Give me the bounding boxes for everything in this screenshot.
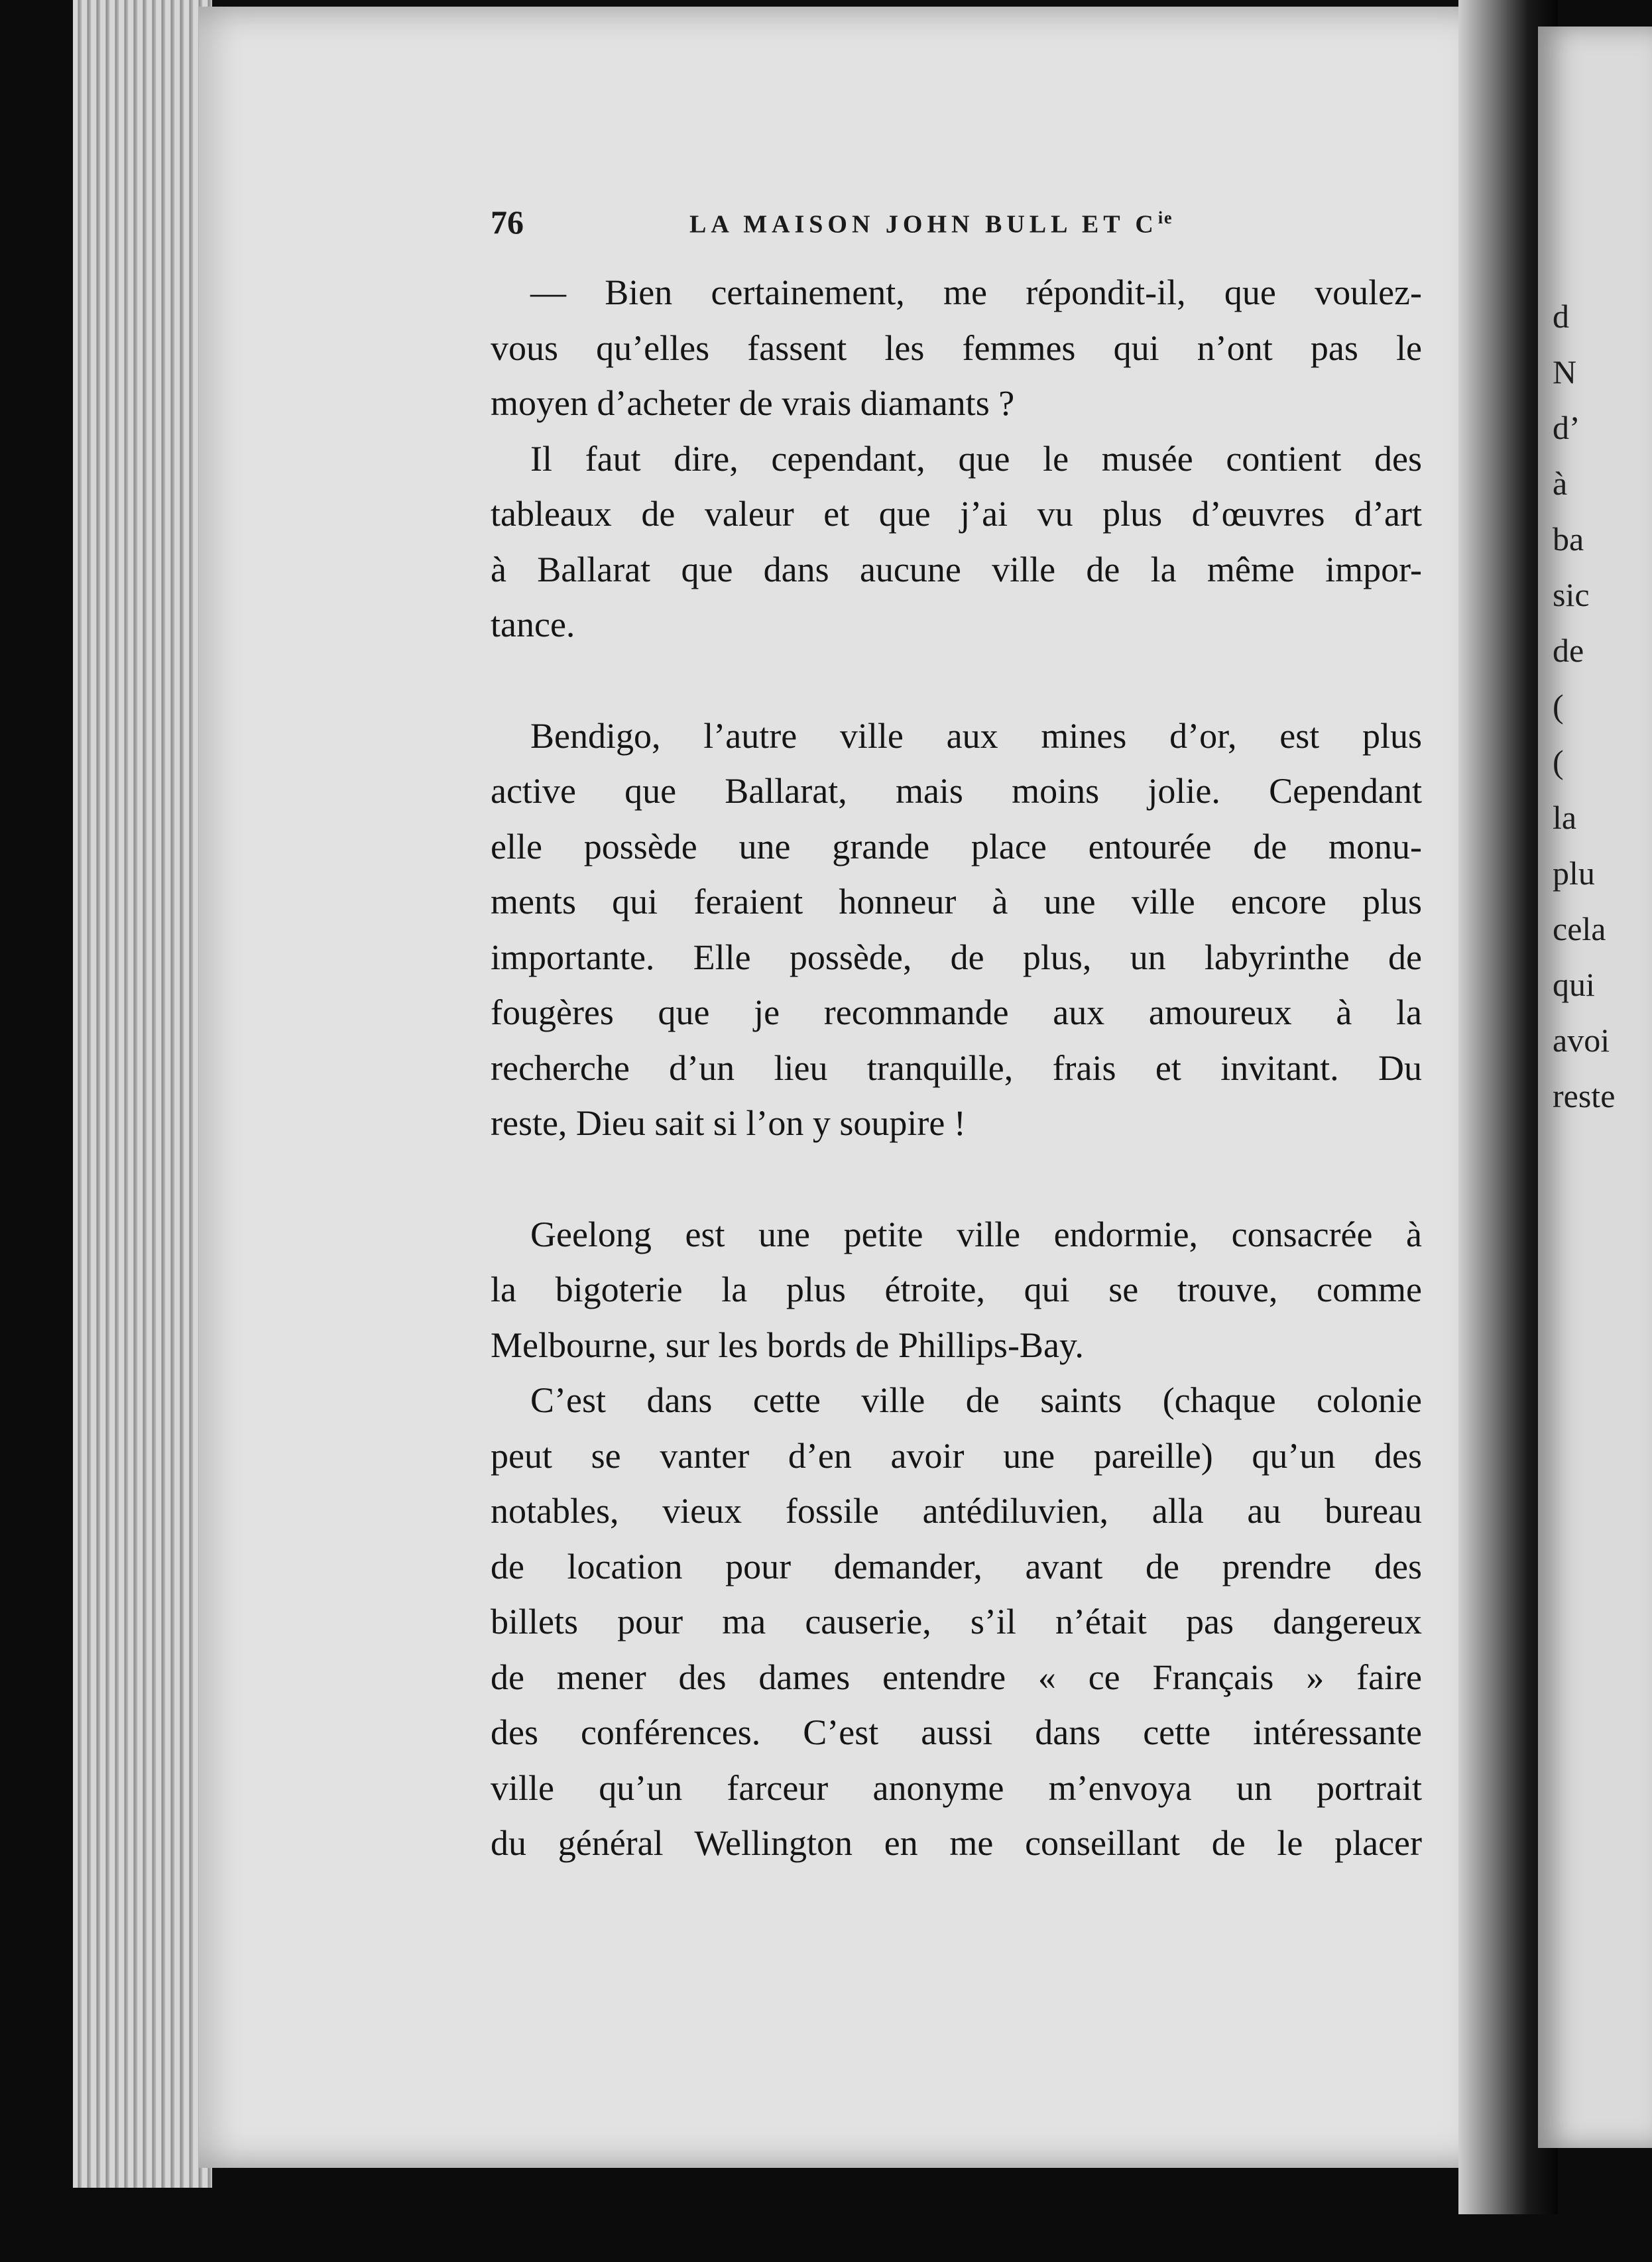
- text-line: tance.: [491, 605, 575, 644]
- text-line: des conférences. C’est aussi dans cette intéressante: [491, 1712, 1422, 1752]
- text-line: ville qu’un farceur anonyme m’envoya un portrait: [491, 1767, 1422, 1808]
- facing-page-fragment: d: [1553, 298, 1569, 335]
- text-line: elle possède une grande place entourée de monu-: [491, 826, 1422, 866]
- facing-page-fragment: N: [1553, 353, 1577, 390]
- text-line: la bigoterie la plus étroite, qui se trouve, comme: [491, 1270, 1422, 1309]
- paragraph: [491, 432, 1422, 653]
- paragraph: [491, 709, 1422, 1152]
- text-line: billets pour ma causerie, s’il n’était pas dangereux: [491, 1602, 1422, 1641]
- facing-page-fragment: sic: [1553, 576, 1590, 613]
- running-title: [689, 208, 1173, 239]
- text-line: peut se vanter d’en avoir une pareille) qu’un des: [491, 1435, 1422, 1476]
- text-line: notables, vieux fossile antédiluvien, alla au bureau: [491, 1491, 1422, 1531]
- facing-page-fragment: la: [1553, 799, 1577, 836]
- text-line: reste, Dieu sait si l’on y soupire !: [491, 1103, 966, 1143]
- text-line: de mener des dames entendre « ce Français » faire: [491, 1657, 1422, 1697]
- text-line: de location pour demander, avant de prendre des: [491, 1546, 1422, 1586]
- facing-page-fragment: reste: [1553, 1077, 1616, 1114]
- paragraph: [491, 265, 1422, 432]
- facing-page-fragment: cela: [1553, 910, 1606, 947]
- facing-page-fragment: plu: [1553, 855, 1595, 892]
- text-line: active que Ballarat, mais moins jolie. Cependant: [491, 771, 1422, 811]
- page-edges: [73, 0, 212, 2188]
- paragraph-gap: [491, 1152, 1422, 1207]
- facing-page: [1538, 27, 1652, 2148]
- body-text: [491, 265, 1422, 1872]
- facing-page-fragment: (: [1553, 687, 1564, 725]
- text-line: du général Wellington en me conseillant de le placer: [491, 1823, 1422, 1863]
- text-line: tableaux de valeur et que j’ai vu plus d’œuvres d’art: [491, 494, 1422, 534]
- page-header: [491, 203, 1419, 249]
- facing-page-fragment: d’: [1553, 409, 1580, 446]
- facing-page-fragment: ba: [1553, 520, 1584, 558]
- text-line: importante. Elle possède, de plus, un labyrinthe de: [491, 937, 1422, 977]
- text-line: recherche d’un lieu tranquille, frais et invitant. Du: [491, 1047, 1422, 1088]
- paragraph: [491, 1207, 1422, 1374]
- facing-page-fragment: avoi: [1553, 1022, 1610, 1059]
- text-line: ments qui feraient honneur à une ville encore plus: [491, 882, 1422, 922]
- text-line: à Ballarat que dans aucune ville de la même impor-: [491, 549, 1422, 589]
- page-number: 76: [491, 204, 524, 241]
- paragraph-gap: [491, 653, 1422, 709]
- text-line: fougères que je recommande aux amoureux à la: [491, 992, 1422, 1032]
- facing-page-fragment: à: [1553, 465, 1568, 502]
- text-line: C’est dans cette ville de saints (chaque colonie: [530, 1380, 1422, 1420]
- text-line: Il faut dire, cependant, que le musée contient des: [530, 438, 1422, 479]
- facing-page-fragment: de: [1553, 632, 1584, 669]
- running-title-text: LA MAISON JOHN BULL ET C: [689, 210, 1158, 239]
- text-line: vous qu’elles fassent les femmes qui n’ont pas le: [491, 327, 1422, 368]
- text-line: Melbourne, sur les bords de Phillips-Bay.: [491, 1325, 1084, 1365]
- facing-page-fragment: qui: [1553, 966, 1595, 1003]
- text-line: — Bien certainement, me répondit-il, que voulez-: [530, 272, 1422, 312]
- text-line: moyen d’acheter de vrais diamants ?: [491, 383, 1015, 423]
- text-line: Bendigo, l’autre ville aux mines d’or, est plus: [530, 715, 1422, 756]
- facing-page-fragment: (: [1553, 743, 1564, 780]
- running-title-superscript: ie: [1157, 208, 1173, 227]
- paragraph: [491, 1373, 1422, 1872]
- text-line: Geelong est une petite ville endormie, consacrée à: [530, 1214, 1422, 1254]
